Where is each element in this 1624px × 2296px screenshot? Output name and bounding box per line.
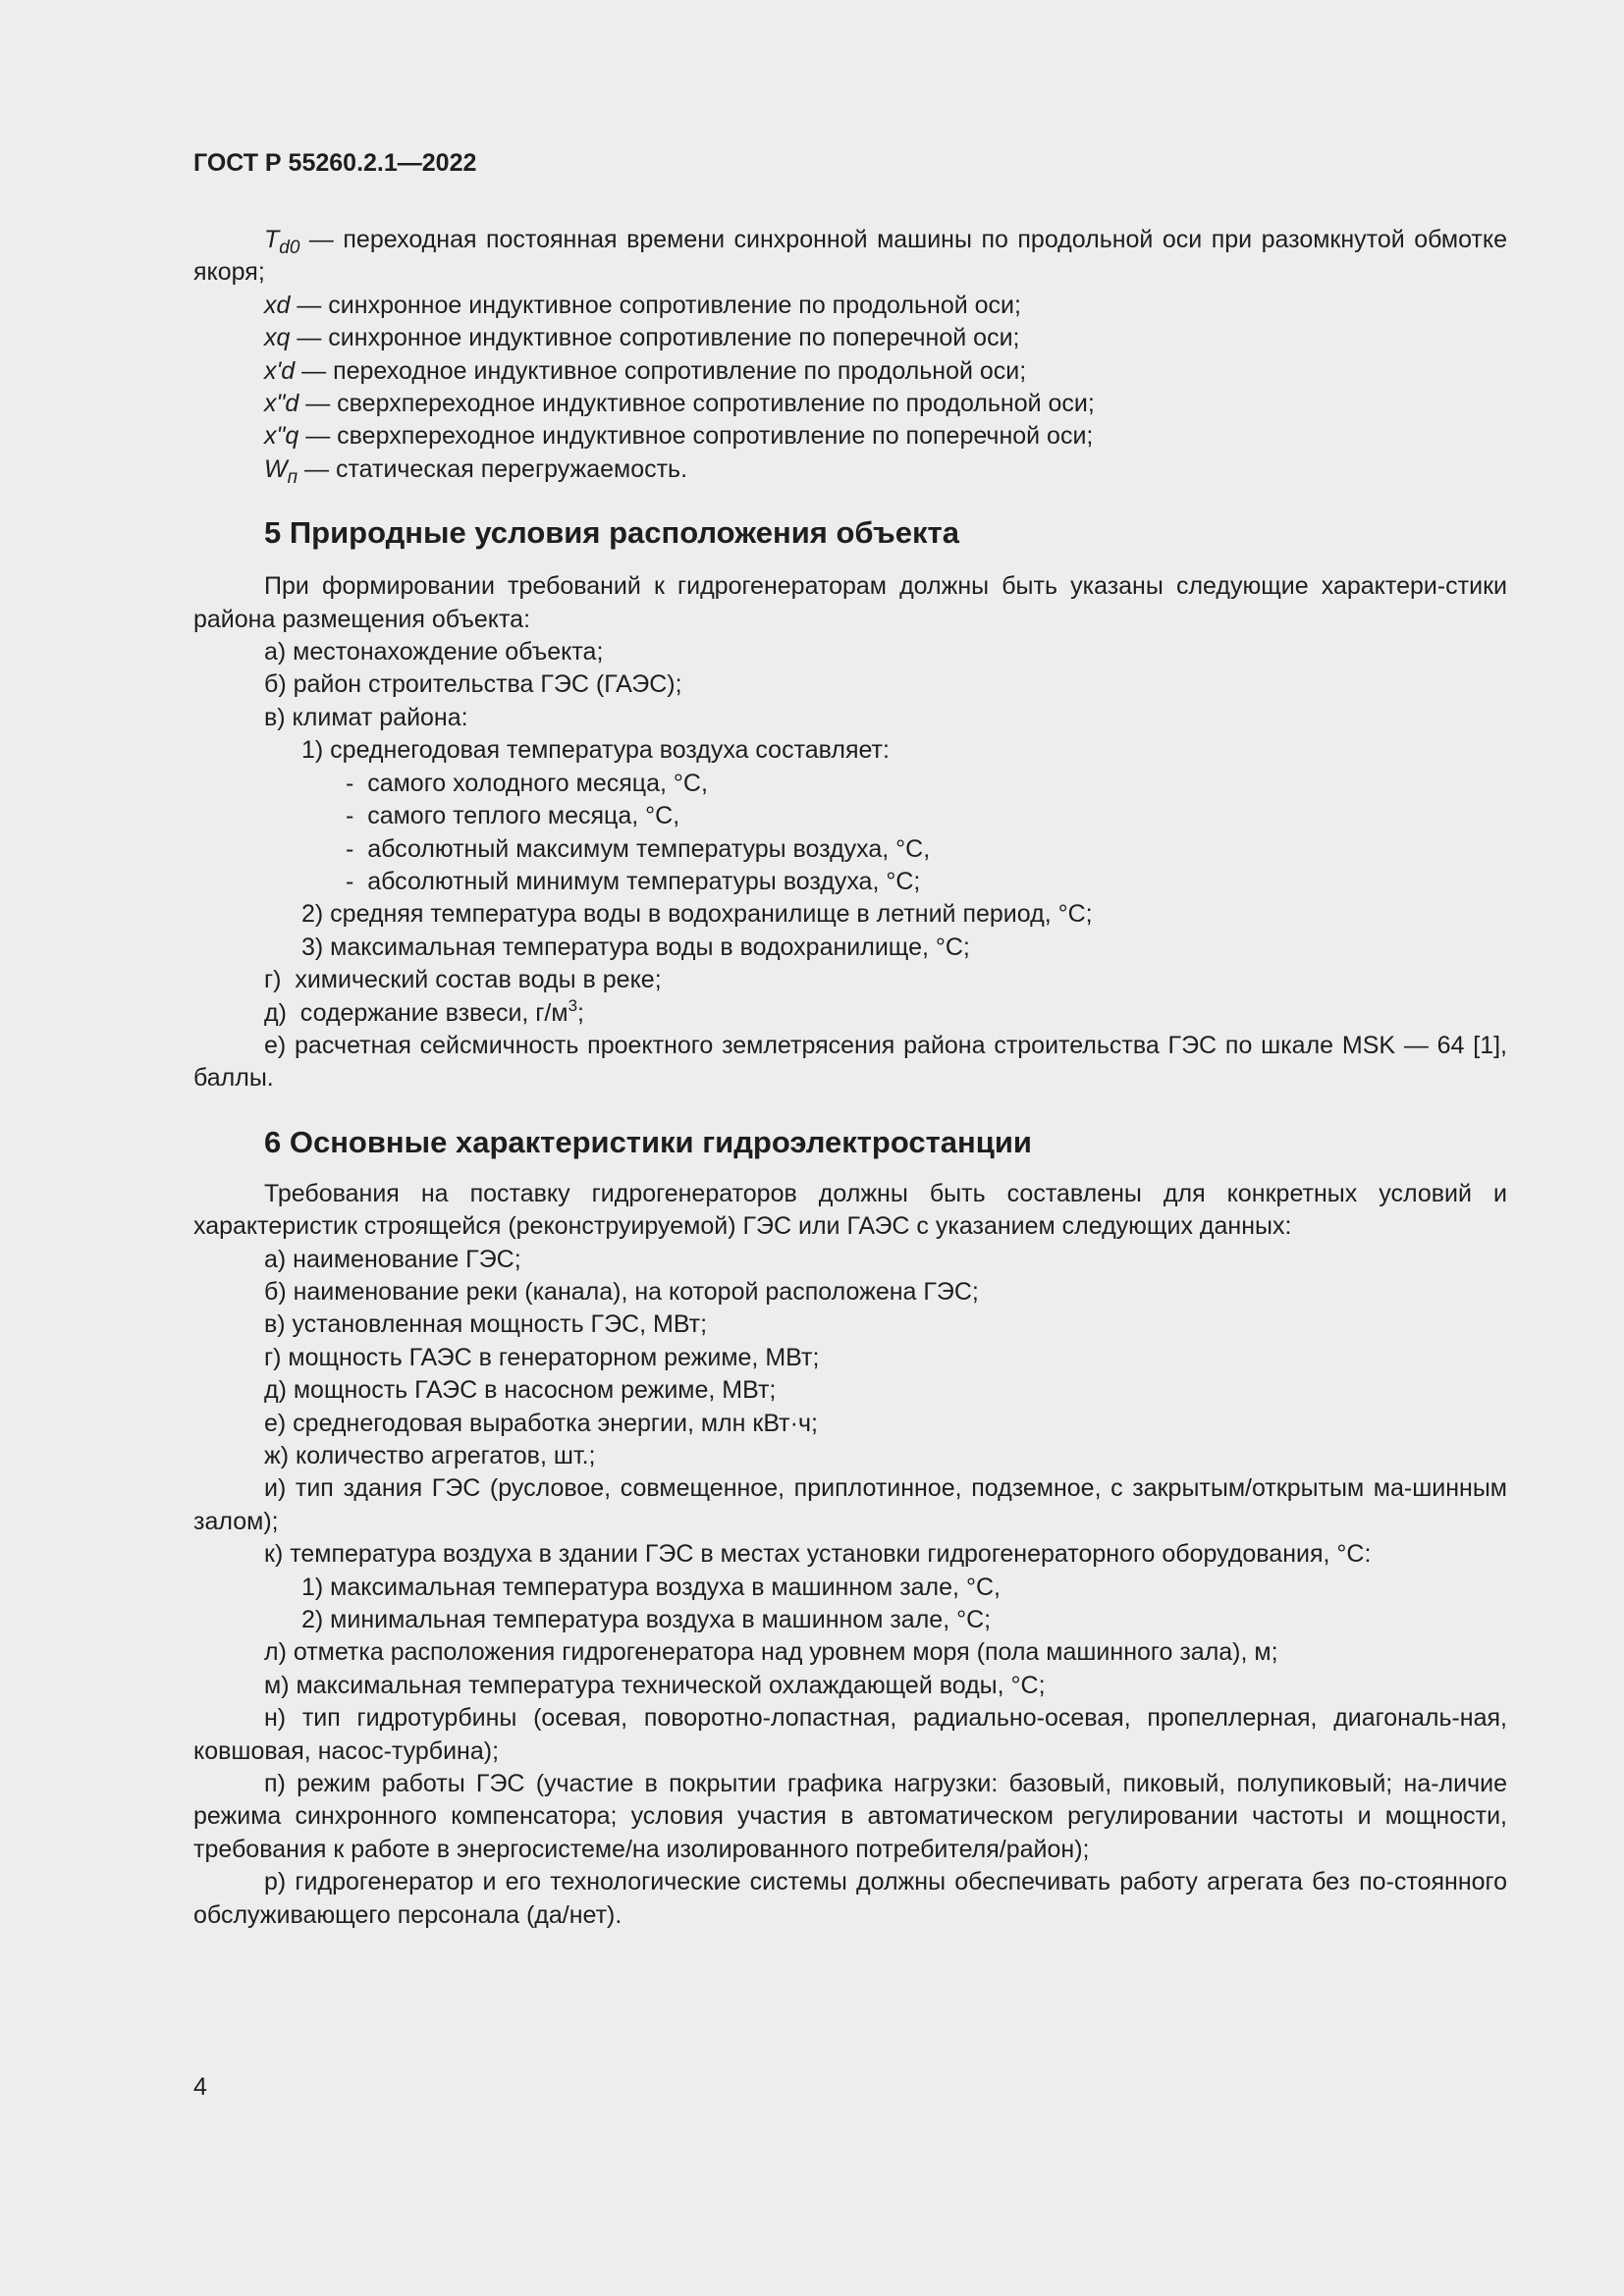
symbol: x"d <box>264 390 299 418</box>
symbol-definition: x"d — сверхпереходное индуктивное сопротивление по продольной оси; <box>264 390 1095 418</box>
list-subitem: 1) среднегодовая температура воздуха составляет: <box>301 736 890 765</box>
section-6-heading: 6 Основные характеристики гидроэлектростанции <box>264 1124 1032 1159</box>
symbol-definition: xd — синхронное индуктивное сопротивление по продольной оси; <box>264 291 1021 319</box>
list-subitem: 2) средняя температура воды в водохранилище в летний период, °С; <box>301 900 1093 929</box>
list-item: а) местонахождение объекта; <box>264 638 604 667</box>
symbol-definition: $W_п$ — статическая перегружаемость. <box>264 454 688 488</box>
list-item: а) наименование ГЭС; <box>264 1245 521 1273</box>
section-5-heading: 5 Природные условия расположения объекта <box>264 515 959 551</box>
section-6-intro: Требования на поставку гидрогенераторов должны быть составлены для конкретных условий и характеристик строящейся (реконструируемой) ГЭС или ГАЭС с указанием следующих данных: <box>193 1179 1507 1241</box>
section-5-intro: При формировании требований к гидрогенераторам должны быть указаны следующие характери-стики района размещения объекта: <box>193 572 1507 633</box>
list-item: е) среднегодовая выработка энергии, млн кВт·ч; <box>264 1409 818 1437</box>
list-item: г) мощность ГАЭС в генераторном режиме, МВт; <box>264 1343 820 1371</box>
symbol-definition: x"q — сверхпереходное индуктивное сопротивление по поперечной оси; <box>264 422 1094 451</box>
list-item: ж) количество агрегатов, шт.; <box>264 1442 596 1469</box>
list-item: д) мощность ГАЭС в насосном режиме, МВт; <box>264 1376 777 1405</box>
symbol-definition: $T_{d0}$ — переходная постоянная времени синхронной машины по продольной оси при разомкнутой обмотке якоря; <box>193 226 1507 287</box>
list-dash-item: - самого холодного месяца, °С, <box>346 769 708 797</box>
symbol-definition: xq — синхронное индуктивное сопротивление по поперечной оси; <box>264 324 1020 352</box>
symbol: x'd <box>264 356 296 385</box>
list-item: д) содержание взвеси, $г/м^3$; <box>264 995 584 1027</box>
list-item: п) режим работы ГЭС (участие в покрытии графика нагрузки: базовый, пиковый, полупиковый; на-личие режима синхронного компенсатора; условия участия в автоматическом регулировании частоты и мощности, требования к работе в энергосистеме/на изолированного потребителя/район); <box>193 1770 1507 1863</box>
page-number: 4 <box>193 2073 207 2101</box>
list-item: е) расчетная сейсмичность проектного землетрясения района строительства ГЭС по шкале MSK — 64 [1], баллы. <box>193 1031 1507 1093</box>
list-item: в) климат района: <box>264 703 468 731</box>
list-item: р) гидрогенератор и его технологические системы должны обеспечивать работу агрегата без по-стоянного обслуживающего персонала (да/нет). <box>193 1868 1507 1929</box>
symbol: $T_{d0}$ <box>264 226 300 258</box>
list-dash-item: - самого теплого месяца, °С, <box>346 802 680 830</box>
list-item: б) наименование реки (канала), на которой расположена ГЭС; <box>264 1277 979 1306</box>
list-dash-item: - абсолютный максимум температуры воздуха, °С, <box>346 834 931 863</box>
symbol: xq <box>264 324 291 352</box>
symbol-definition: x'd — переходное индуктивное сопротивление по продольной оси; <box>264 356 1027 385</box>
list-item: г) химический состав воды в реке; <box>264 966 662 994</box>
list-subitem: 1) максимальная температура воздуха в машинном зале, °С, <box>301 1573 1001 1601</box>
symbols-list <box>193 224 1507 486</box>
list-item: и) тип здания ГЭС (русловое, совмещенное, приплотинное, подземное, с закрытым/открытым ма-шинным залом); <box>193 1474 1507 1535</box>
list-item: н) тип гидротурбины (осевая, поворотно-лопастная, радиально-осевая, пропеллерная, диагональ-ная, ковшовая, насос-турбина); <box>193 1704 1507 1765</box>
document-header: ГОСТ Р 55260.2.1—2022 <box>193 149 477 177</box>
symbol: xd <box>264 291 291 319</box>
list-dash-item: - абсолютный минимум температуры воздуха, °С; <box>346 867 921 895</box>
list-subitem: 2) минимальная температура воздуха в машинном зале, °С; <box>301 1606 992 1634</box>
list-item: б) район строительства ГЭС (ГАЭС); <box>264 670 682 699</box>
list-subitem: 3) максимальная температура воды в водохранилище, °С; <box>301 933 970 961</box>
list-item: л) отметка расположения гидрогенератора над уровнем моря (пола машинного зала), м; <box>264 1638 1278 1667</box>
list-item: к) температура воздуха в здании ГЭС в местах установки гидрогенераторного оборудования, °С: <box>264 1540 1372 1569</box>
symbol: x"q <box>264 422 299 451</box>
document-body <box>193 224 1507 1932</box>
symbol: $W_п$ <box>264 454 298 488</box>
list-item: м) максимальная температура технической охлаждающей воды, °С; <box>264 1671 1046 1699</box>
list-item: в) установленная мощность ГЭС, МВт; <box>264 1310 708 1339</box>
